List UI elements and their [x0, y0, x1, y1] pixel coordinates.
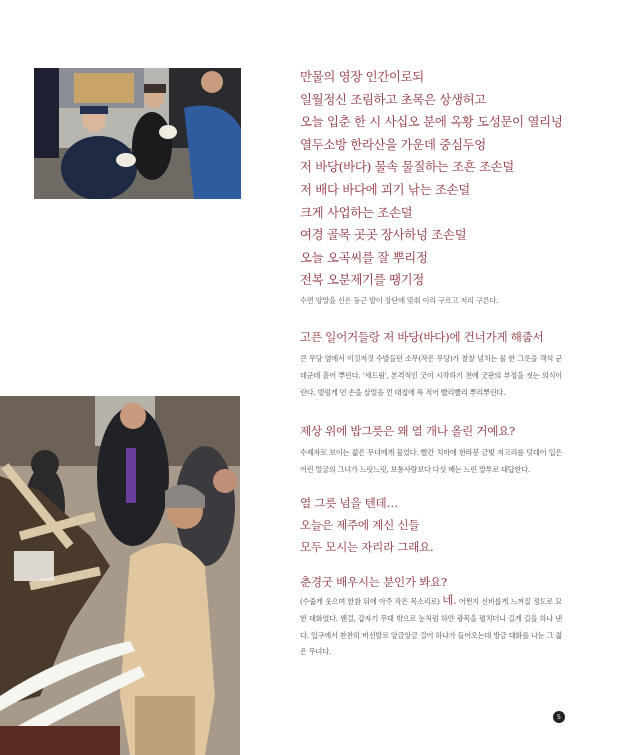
verse-line: 오늘 입춘 한 시 사십오 분에 옥황 도성문이 열리넝	[300, 114, 563, 130]
verse-line: 오늘 오곡씨를 잘 뿌리정	[300, 249, 428, 265]
answer-line: 모두 모시는 자리라 그래요.	[300, 540, 434, 555]
section-heading-3: 춘경굿 배우시는 분인가 봐요?	[300, 575, 447, 590]
verse-line: 열두소방 한라산을 가운데 중심두엉	[300, 136, 486, 152]
stage-direction: (수줍게 웃으며 한참 뒤에 아주 작은 목소리로)	[300, 597, 440, 607]
answer-line: 오늘은 제주에 계신 신들	[300, 518, 420, 533]
verse-line: 크게 사업하는 조손덜	[300, 204, 413, 220]
answer-quote	[300, 492, 562, 558]
body-paragraph-1: 큰 무당 옆에서 이것저것 수발들던 소무(작은 무당)가 찰찰 넘치는 물 한 그릇을 객석 군데군데 흩어 뿌린다. '새드림', 본격적인 굿이 시작하기 전에 굿판의 부정을 씻는 의식이란다. 벌렁게 언 손을 살얼음 낀 대접에 푹 적어 빨리빨리 뿌리뿌린다.	[300, 354, 562, 397]
verse-line: 일월정신 조림하고 초목은 상생허고	[300, 91, 486, 107]
section-heading-1: 고픈 일어거들랑 저 바당(바다)에 건너가게 해줍서	[300, 330, 544, 345]
verse-line: 저 배다 바다에 괴기 낚는 조손덜	[300, 181, 470, 197]
body-paragraph-3	[300, 592, 562, 660]
verse-line: 여경 골목 곳곳 장사하넝 조손덜	[300, 227, 467, 243]
shaman-ritual-photo	[0, 396, 240, 755]
answer-line: 열 그릇 넘을 텐데…	[300, 496, 398, 511]
ritual-offering-photo	[34, 68, 241, 199]
reply-word: 네.	[442, 593, 457, 608]
paragraph-3-body: 어쩐지 신비롭게 느껴질 정도로 묘한 대화였다. 웬걸, 갑자기 무대 밖으로 눈처럼 하얀 광목을 펼치더니 길게 길을 하나 낸다. 입구에서 찬찬히 버선발로 앙금앙금 걸어 하나가 들어오는데 방금 대화를 나눈 그 젊은 무녀다.	[300, 597, 562, 657]
body-paragraph-2: 수제자로 보이는 젊은 무녀에게 물었다. 빨간 치마에 한라봉 금빛 저고리를 덧대어 입은 어린 얼굴의 그녀가 느릿느릿, 보통사람보다 다섯 배는 느린 말투로 대답한다.	[300, 448, 562, 474]
page-number-badge: 5	[553, 711, 565, 723]
verse-line: 만물의 영장 인간이로되	[300, 69, 424, 84]
section-heading-2: 제상 위에 밥그릇은 왜 열 개나 올린 거예요?	[300, 424, 515, 439]
chant-verse	[300, 66, 562, 292]
verse-line: 전복 오분제기를 땡기정	[300, 272, 424, 288]
verse-caption: 수면 양말을 신은 둥근 발이 장단에 맞춰 이리 구르고 저리 구른다.	[300, 295, 499, 305]
verse-line: 저 바당(바다) 물속 물질하는 조흔 조손덜	[300, 159, 514, 175]
article-text-column	[300, 66, 562, 661]
